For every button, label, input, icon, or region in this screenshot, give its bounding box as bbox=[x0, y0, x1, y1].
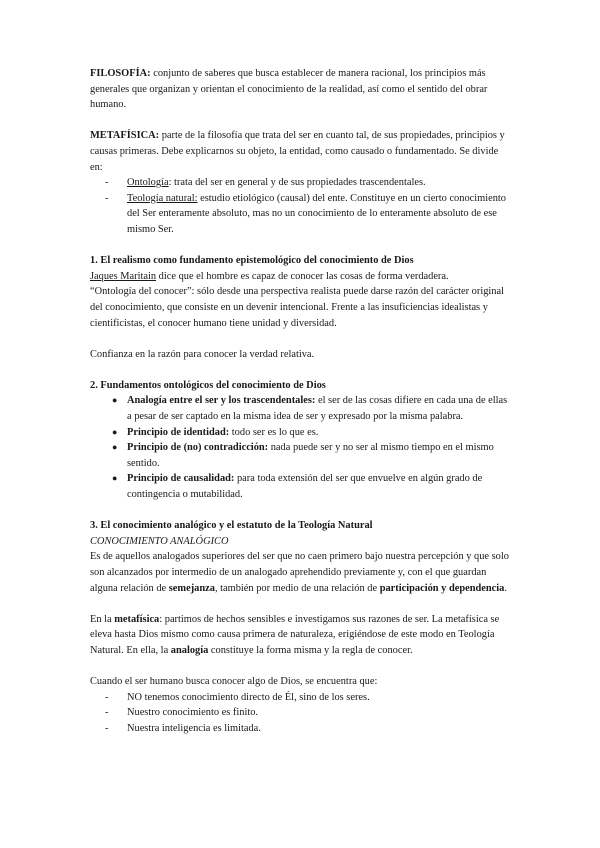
list-item-text: el ser de las cosas difiere en cada una de ellas a pesar de ser captado en la misma idea de ser y expresado por la misma palabra. bbox=[127, 395, 508, 423]
list-item-text: para toda extensión del ser que envuelve en algún grado de contingencia o mutabilidad. bbox=[127, 473, 483, 501]
list-item-text: todo ser es lo que es. bbox=[229, 426, 319, 438]
list-item: - NO tenemos conocimiento directo de Él, sino de los seres. bbox=[105, 691, 370, 703]
list-item-term: Principio de causalidad: bbox=[127, 473, 235, 485]
section3-heading bbox=[90, 518, 512, 534]
list-item-text: nada puede ser y no ser al mismo tiempo en el mismo sentido. bbox=[127, 442, 494, 469]
filosofia-term: FILOSOFÍA: bbox=[90, 68, 151, 79]
bullet-icon: ● bbox=[112, 473, 118, 484]
section3-p1-text-2: , también por medio de una relación de bbox=[214, 582, 380, 594]
section3-paragraph-2 bbox=[90, 612, 512, 659]
section2-heading bbox=[90, 378, 512, 394]
section1-paragraph-2: “Ontología del conocer”: sólo desde una perspectiva realista puede darse razón del carácter original del conocimiento, que consiste en un devenir intencional. Frente a las insuficiencias idealistas y cientificistas, el conocer humano tiene unidad y diversidad. bbox=[90, 286, 504, 329]
section3-p2-text-2: : partimos de hechos sensibles e investigamos sus razones de ser. La metafísica se eleva hasta Dios mismo como causa primera de naturaleza, erigiéndose de este modo en Teología Natural. En ella, la bbox=[90, 613, 500, 656]
metafisica-bold-term: metafísica bbox=[114, 613, 160, 625]
section1-p1-text: dice que el hombre es capaz de conocer las cosas de forma verdadera. bbox=[156, 270, 449, 282]
list-item-text: Nuestra inteligencia es limitada. bbox=[127, 722, 261, 734]
analogia-term: analogía bbox=[170, 644, 209, 656]
list-item-term: Analogía entre el ser y los trascendentales: bbox=[127, 395, 316, 407]
bullet-icon: ● bbox=[112, 426, 118, 437]
list-item bbox=[90, 440, 512, 471]
metafisica-list bbox=[90, 175, 512, 237]
section1-heading-text: 1. El realismo como fundamento epistemológico del conocimiento de Dios bbox=[90, 255, 414, 267]
list-item: - Nuestra inteligencia es limitada. bbox=[105, 722, 261, 734]
section1-heading bbox=[90, 253, 512, 269]
ontologia-term: Ontología bbox=[127, 177, 169, 189]
document-page bbox=[90, 66, 512, 737]
semejanza-term: semejanza bbox=[168, 582, 215, 594]
list-item: - Nuestro conocimiento es finito. bbox=[105, 707, 259, 719]
bullet-icon: ● bbox=[112, 442, 118, 453]
filosofia-text: conjunto de saberes que busca establecer de manera racional, los principios más generales que organizan y orientan el conocimiento de la realidad, así como el sentido del obrar humano. bbox=[90, 68, 488, 111]
list-item bbox=[90, 471, 512, 502]
list-item-text: estudio etiológico (causal) del ente. Constituye en un cierto conocimiento del Ser enteramente absoluto, mas no un conocimiento de lo enteramente absoluto de ese mismo Ser. bbox=[127, 192, 507, 235]
bullet-icon: ● bbox=[112, 395, 118, 406]
section3-p2-text: En la bbox=[90, 613, 115, 625]
list-item: - Teología natural: estudio etiológico (causal) del ente. Constituye en un cierto conocimiento del Ser enteramente absoluto, mas no un conocimiento de lo enteramente absoluto de ese mismo Ser. bbox=[105, 192, 507, 235]
section2-list bbox=[90, 393, 512, 502]
list-item-text: : trata del ser en general y de sus propiedades trascendentales. bbox=[168, 177, 426, 189]
list-item: - Ontología: trata del ser en general y de sus propiedades trascendentales. bbox=[105, 177, 426, 189]
section3-paragraph-3: Cuando el ser humano busca conocer algo de Dios, se encuentra que: bbox=[90, 676, 378, 688]
teologia-natural-term: Teología natural: bbox=[127, 192, 198, 204]
section3-p1-text: Es de aquellos analogados superiores del ser que no caen primero bajo nuestra percepción y que solo son alcanzados por intermedio de un analogado aprehendido previamente y, con el que guardan alguna relación de bbox=[90, 551, 509, 594]
list-item-term: Principio de (no) contradicción: bbox=[127, 442, 269, 454]
section1-paragraph-1 bbox=[90, 269, 512, 285]
list-item bbox=[90, 393, 512, 424]
section3-subheading: CONOCIMIENTO ANALÓGICO bbox=[90, 535, 229, 547]
metafisica-text: parte de la filosofía que trata del ser en cuanto tal, de sus propiedades, principios y causas primeras. Debe explicarnos su objeto, la entidad, como causado o fundamentado. Se divide en: bbox=[90, 130, 505, 173]
list-item-term: Principio de identidad: bbox=[127, 426, 230, 438]
metafisica-paragraph bbox=[90, 128, 512, 175]
list-item-text: Nuestro conocimiento es finito. bbox=[127, 707, 259, 719]
filosofia-paragraph bbox=[90, 66, 512, 113]
participacion-term: participación y dependencia bbox=[379, 582, 505, 594]
section3-heading-text: 3. El conocimiento analógico y el estatuto de la Teología Natural bbox=[90, 520, 373, 532]
list-item bbox=[90, 425, 512, 441]
section3-list bbox=[90, 690, 512, 737]
section3-paragraph-1 bbox=[90, 549, 512, 596]
list-item-text: NO tenemos conocimiento directo de Él, sino de los seres. bbox=[127, 691, 370, 703]
section3-p1-period: . bbox=[504, 582, 507, 594]
section3-p2-text-3: constituye la forma misma y la regla de conocer. bbox=[208, 644, 413, 656]
metafisica-term: METAFÍSICA: bbox=[90, 130, 160, 142]
section2-heading-text: 2. Fundamentos ontológicos del conocimiento de Dios bbox=[90, 379, 326, 391]
author-name: Jaques Maritain bbox=[90, 270, 157, 282]
section1-paragraph-3: Confianza en la razón para conocer la verdad relativa. bbox=[90, 348, 315, 360]
